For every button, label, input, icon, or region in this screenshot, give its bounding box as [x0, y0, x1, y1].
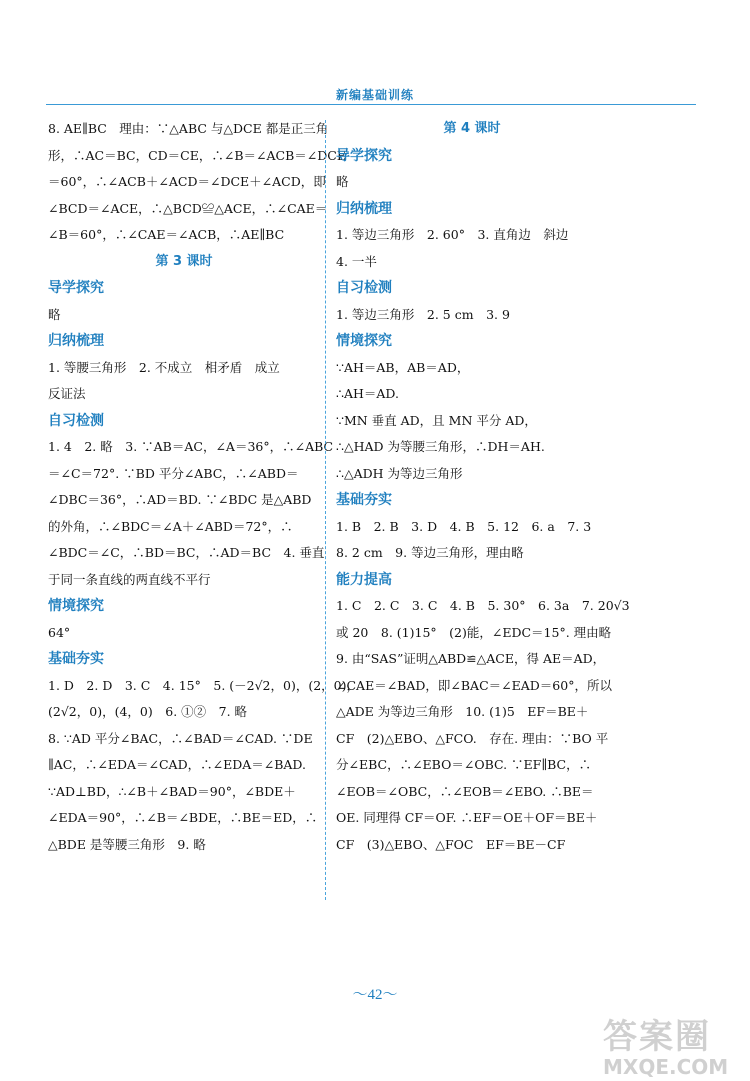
answer-line: ∥AC，∴∠EDA＝∠CAD，∴∠EDA＝∠BAD. [48, 757, 306, 772]
answer-line: 1. 等边三角形 2. 60° 3. 直角边 斜边 [336, 227, 569, 242]
answer-line: ∠DBC＝36°，∴AD＝BD. ∵∠BDC 是△ABD [48, 492, 312, 507]
answer-line: ∠CAE＝∠BAD，即∠BAC＝∠EAD＝60°，所以 [336, 677, 612, 693]
answer-line: CF (2)△EBO、△FCO. 存在. 理由：∵BO 平 [336, 730, 609, 746]
section-heading: 导学探究 [48, 280, 104, 296]
answer-line: △BDE 是等腰三角形 9. 略 [48, 836, 206, 852]
section-heading: 情境探究 [336, 333, 392, 349]
answer-line: 于同一条直线的两直线不平行 [48, 571, 211, 587]
answer-line: 反证法 [48, 386, 86, 401]
answer-line: 4. 一半 [336, 253, 377, 269]
answer-line: ∴△ADH 为等边三角形 [336, 465, 463, 481]
running-header-title: 新编基础训练 [335, 88, 414, 102]
answer-line: 1. 等边三角形 2. 5 cm 3. 9 [336, 306, 510, 322]
answer-line: 略 [336, 174, 349, 189]
page-number: ～42～ [352, 987, 398, 1003]
answer-line: 1. 4 2. 略 3. ∵AB＝AC，∠A＝36°，∴∠ABC [48, 439, 334, 454]
answer-line: 的外角，∴∠BDC＝∠A＋∠ABD＝72°，∴ [48, 518, 293, 534]
answer-line: 9. 由“SAS”证明△ABD≌△ACE，得 AE＝AD， [336, 651, 606, 666]
answer-line: CF (3)△EBO、△FOC EF＝BE－CF [336, 836, 566, 852]
answer-line: ∠BDC＝∠C，∴BD＝BC，∴AD＝BC 4. 垂直 [48, 545, 325, 560]
answer-line: ∴△HAD 为等腰三角形，∴DH＝AH. [336, 439, 545, 454]
answer-line: (2√2，0)，(4，0) 6. ①② 7. 略 [48, 704, 248, 719]
lesson-title: 第 4 课时 [443, 121, 501, 136]
answer-line: ∴AH＝AD. [336, 386, 399, 401]
section-heading: 归纳梳理 [48, 333, 104, 349]
answer-line: ∵MN 垂直 AD，且 MN 平分 AD， [336, 412, 537, 428]
answer-line: 1. B 2. B 3. D 4. B 5. 12 6. a 7. 3 [336, 518, 592, 534]
answer-line: 形，∴AC＝BC，CD＝CE，∴∠B＝∠ACB＝∠DCE [48, 147, 346, 163]
answer-line: 1. D 2. D 3. C 4. 15° 5. (－2√2，0)，(2，0)， [48, 677, 359, 693]
answer-line: OE. 同理得 CF＝OF. ∴EF＝OE＋OF＝BE＋ [336, 810, 598, 825]
answer-line: 1. C 2. C 3. C 4. B 5. 30° 6. 3a 7. 20√3 [336, 598, 630, 613]
answer-line: 1. 等腰三角形 2. 不成立 相矛盾 成立 [48, 359, 280, 375]
answer-line: 8. ∵AD 平分∠BAC，∴∠BAD＝∠CAD. ∵DE [48, 730, 313, 746]
lesson-title: 第 3 课时 [155, 253, 213, 269]
answer-line: ∵AD⊥BD，∴∠B＋∠BAD＝90°，∠BDE＋ [48, 783, 296, 799]
section-heading: 基础夯实 [48, 651, 104, 667]
column-divider [325, 120, 326, 900]
watermark-logo-text: 答案圈 [603, 1017, 711, 1057]
answer-line: 略 [48, 306, 61, 322]
answer-line: ∵AH＝AB，AB＝AD， [336, 359, 470, 375]
answer-line: △ADE 为等边三角形 10. (1)5 EF＝BE＋ [336, 704, 589, 719]
right-column [336, 116, 630, 858]
section-heading: 情境探究 [48, 598, 104, 614]
section-heading: 基础夯实 [336, 492, 392, 508]
answer-line: 或 20 8. (1)15° (2)能，∠EDC＝15°. 理由略 [336, 624, 612, 640]
answer-line: ∠BCD＝∠ACE，∴△BCD≌△ACE，∴∠CAE＝ [48, 200, 328, 216]
answer-line: ∠EOB＝∠OBC，∴∠EOB＝∠EBO. ∴BE＝ [336, 783, 594, 799]
answer-line: 8. 2 cm 9. 等边三角形，理由略 [336, 545, 524, 560]
answer-line: 分∠EBC，∴∠EBO＝∠OBC. ∵EF∥BC，∴ [336, 757, 592, 772]
section-heading: 导学探究 [336, 147, 392, 164]
header-rule [46, 104, 696, 105]
answer-line: 64° [48, 624, 71, 640]
site-watermark [603, 1018, 748, 1080]
answer-line: 8. AE∥BC 理由：∵△ABC 与△DCE 都是正三角 [48, 121, 329, 136]
answer-line: ＝60°，∴∠ACB＋∠ACD＝∠DCE＋∠ACD，即 [48, 174, 326, 189]
section-heading: 归纳梳理 [336, 200, 392, 217]
watermark-url: MXQE.COM [603, 1055, 729, 1079]
answer-line: ＝∠C＝72°. ∵BD 平分∠ABC，∴∠ABD＝ [48, 465, 299, 481]
section-heading: 自习检测 [336, 280, 392, 296]
section-heading: 自习检测 [48, 412, 104, 429]
answer-line: ∠EDA＝90°，∴∠B＝∠BDE，∴BE＝ED，∴ [48, 810, 318, 825]
answer-line: ∠B＝60°，∴∠CAE＝∠ACB，∴AE∥BC [48, 227, 285, 242]
section-heading: 能力提高 [336, 571, 392, 588]
